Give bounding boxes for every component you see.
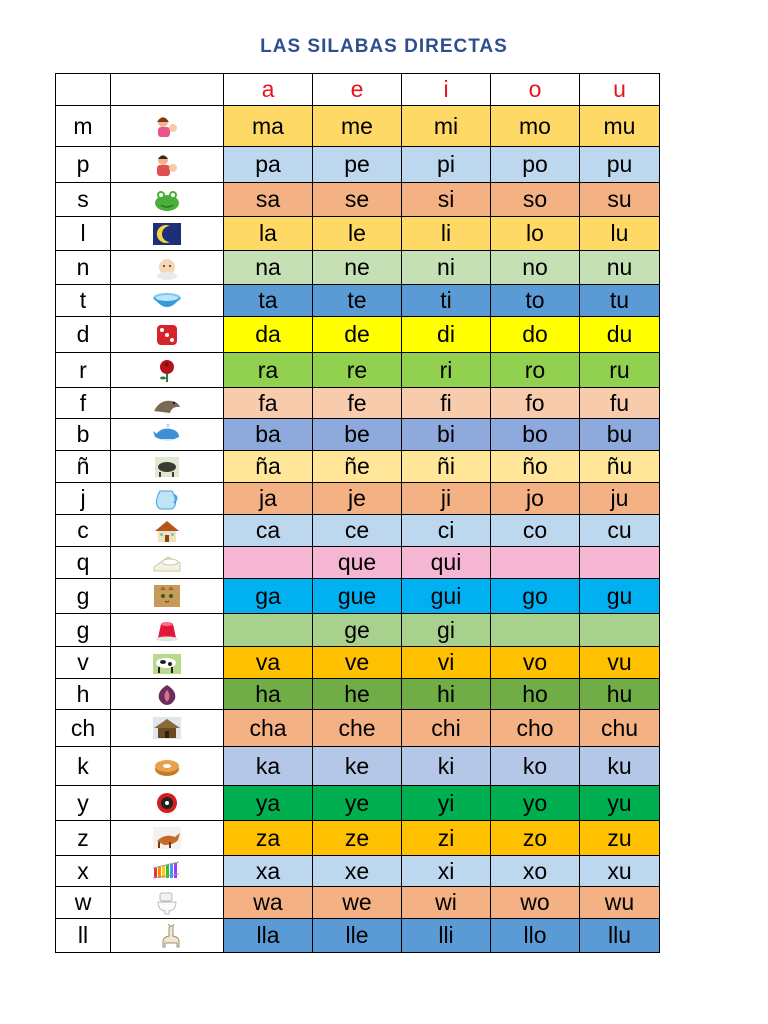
syllable-cell: cha [224, 710, 313, 747]
syllable-cell: gi [402, 614, 491, 647]
syllable-cell: chu [580, 710, 660, 747]
syllable-cell: ce [313, 515, 402, 547]
syllable-cell: che [313, 710, 402, 747]
syllable-cell: te [313, 285, 402, 317]
syllable-row [56, 106, 660, 147]
syllable-cell: za [224, 821, 313, 856]
syllable-cell: nu [580, 251, 660, 285]
seal-icon [152, 391, 182, 415]
syllable-cell: ñe [313, 451, 402, 483]
syllable-cell: fi [402, 388, 491, 419]
syllable-cell: du [580, 317, 660, 353]
syllable-cell: su [580, 183, 660, 217]
syllable-cell: llo [491, 919, 580, 953]
jug-icon [152, 487, 182, 511]
picture-cell [111, 919, 224, 953]
syllable-cell: tu [580, 285, 660, 317]
syllable-cell: ru [580, 353, 660, 388]
syllable-cell: ku [580, 747, 660, 786]
consonant-letter: ch [56, 710, 111, 747]
syllable-row [56, 647, 660, 679]
syllable-cell: ne [313, 251, 402, 285]
picture-cell [111, 217, 224, 251]
syllable-cell: po [491, 147, 580, 183]
syllable-cell: jo [491, 483, 580, 515]
syllable-cell [491, 547, 580, 579]
syllable-cell: zi [402, 821, 491, 856]
syllable-cell: ko [491, 747, 580, 786]
syllable-cell: hi [402, 679, 491, 710]
syllable-cell: va [224, 647, 313, 679]
syllable-cell: we [313, 887, 402, 919]
syllable-cell: do [491, 317, 580, 353]
syllable-cell: gu [580, 579, 660, 614]
cheese-icon [152, 551, 182, 575]
syllable-cell: wu [580, 887, 660, 919]
syllable-cell [491, 614, 580, 647]
xylophone-icon [152, 859, 182, 883]
syllable-cell: xi [402, 856, 491, 887]
syllable-cell: sa [224, 183, 313, 217]
syllable-cell: co [491, 515, 580, 547]
syllable-cell [580, 614, 660, 647]
picture-cell [111, 353, 224, 388]
picture-cell [111, 614, 224, 647]
syllable-cell: wo [491, 887, 580, 919]
syllable-cell: hu [580, 679, 660, 710]
syllable-cell: mo [491, 106, 580, 147]
syllable-row [56, 388, 660, 419]
syllable-cell: ma [224, 106, 313, 147]
syllable-cell: ju [580, 483, 660, 515]
syllable-cell: je [313, 483, 402, 515]
page-title: LAS SILABAS DIRECTAS [260, 36, 508, 57]
syllable-cell: bu [580, 419, 660, 451]
picture-cell [111, 515, 224, 547]
vowel-header: u [580, 74, 660, 106]
picture-cell [111, 856, 224, 887]
consonant-letter: q [56, 547, 111, 579]
syllable-cell: na [224, 251, 313, 285]
syllable-cell: la [224, 217, 313, 251]
syllable-cell: ba [224, 419, 313, 451]
syllable-cell: di [402, 317, 491, 353]
syllable-row [56, 887, 660, 919]
syllable-row [56, 515, 660, 547]
syllable-cell: vo [491, 647, 580, 679]
picture-cell [111, 547, 224, 579]
syllable-cell: ta [224, 285, 313, 317]
syllable-cell: lla [224, 919, 313, 953]
consonant-letter: k [56, 747, 111, 786]
vowel-header: o [491, 74, 580, 106]
syllable-cell: cu [580, 515, 660, 547]
syllable-cell: ñu [580, 451, 660, 483]
consonant-letter: s [56, 183, 111, 217]
syllable-cell: ja [224, 483, 313, 515]
mother-baby-icon [152, 114, 182, 138]
fox-icon [152, 826, 182, 850]
syllable-row [56, 919, 660, 953]
syllable-cell: pe [313, 147, 402, 183]
picture-cell [111, 579, 224, 614]
consonant-letter: c [56, 515, 111, 547]
syllable-cell: ho [491, 679, 580, 710]
syllable-cell: mi [402, 106, 491, 147]
syllable-cell: fo [491, 388, 580, 419]
syllable-row [56, 183, 660, 217]
consonant-letter: f [56, 388, 111, 419]
syllable-cell: bi [402, 419, 491, 451]
frog-icon [152, 188, 182, 212]
syllable-cell: ge [313, 614, 402, 647]
syllable-cell: xu [580, 856, 660, 887]
picture-cell [111, 317, 224, 353]
syllable-cell: chi [402, 710, 491, 747]
syllable-cell: to [491, 285, 580, 317]
syllable-cell: xo [491, 856, 580, 887]
syllable-row [56, 614, 660, 647]
syllable-cell: ye [313, 786, 402, 821]
whale-icon [152, 423, 182, 447]
picture-cell [111, 786, 224, 821]
syllable-row [56, 747, 660, 786]
llama-icon [152, 924, 182, 948]
syllable-row [56, 285, 660, 317]
syllable-cell: ca [224, 515, 313, 547]
gelatin-icon [152, 618, 182, 642]
consonant-letter: t [56, 285, 111, 317]
syllable-cell: so [491, 183, 580, 217]
syllable-cell: no [491, 251, 580, 285]
syllable-cell: bo [491, 419, 580, 451]
syllable-cell: pa [224, 147, 313, 183]
picture-cell [111, 710, 224, 747]
syllable-cell: da [224, 317, 313, 353]
syllable-cell: ha [224, 679, 313, 710]
syllable-cell: ra [224, 353, 313, 388]
cat-icon [152, 584, 182, 608]
syllable-cell: zu [580, 821, 660, 856]
syllable-row [56, 419, 660, 451]
consonant-letter: w [56, 887, 111, 919]
consonant-letter: y [56, 786, 111, 821]
syllable-cell [224, 614, 313, 647]
picture-cell [111, 183, 224, 217]
syllable-row [56, 710, 660, 747]
consonant-letter: r [56, 353, 111, 388]
syllable-row [56, 786, 660, 821]
consonant-letter: l [56, 217, 111, 251]
syllable-cell: ro [491, 353, 580, 388]
consonant-letter: ñ [56, 451, 111, 483]
syllable-cell: ti [402, 285, 491, 317]
picture-cell [111, 647, 224, 679]
syllable-cell: de [313, 317, 402, 353]
syllable-cell: gue [313, 579, 402, 614]
syllable-cell: yi [402, 786, 491, 821]
syllable-cell [224, 547, 313, 579]
syllable-cell: lu [580, 217, 660, 251]
syllable-cell: wi [402, 887, 491, 919]
consonant-letter: g [56, 579, 111, 614]
vowel-header: e [313, 74, 402, 106]
syllable-cell: wa [224, 887, 313, 919]
picture-cell [111, 887, 224, 919]
syllable-cell: lle [313, 919, 402, 953]
syllable-row [56, 483, 660, 515]
yoyo-icon [152, 791, 182, 815]
syllable-cell: fu [580, 388, 660, 419]
syllable-row [56, 856, 660, 887]
syllable-cell: pi [402, 147, 491, 183]
picture-cell [111, 388, 224, 419]
vowel-header-row [56, 74, 660, 106]
father-baby-icon [152, 153, 182, 177]
syllable-cell [580, 547, 660, 579]
toilet-icon [152, 891, 182, 915]
syllable-cell: yo [491, 786, 580, 821]
syllable-row [56, 821, 660, 856]
fig-icon [152, 682, 182, 706]
syllable-cell: ka [224, 747, 313, 786]
vowel-header: a [224, 74, 313, 106]
picture-cell [111, 147, 224, 183]
syllable-cell: fa [224, 388, 313, 419]
picture-cell [111, 251, 224, 285]
syllable-cell: yu [580, 786, 660, 821]
syllable-cell: xa [224, 856, 313, 887]
syllable-cell: ni [402, 251, 491, 285]
consonant-letter: m [56, 106, 111, 147]
picture-cell [111, 821, 224, 856]
picture-cell [111, 679, 224, 710]
syllable-cell: vu [580, 647, 660, 679]
syllable-cell: xe [313, 856, 402, 887]
syllable-cell: ya [224, 786, 313, 821]
syllable-cell: li [402, 217, 491, 251]
syllable-row [56, 251, 660, 285]
syllable-cell: llu [580, 919, 660, 953]
house-icon [152, 519, 182, 543]
syllable-cell: ga [224, 579, 313, 614]
syllable-cell: qui [402, 547, 491, 579]
syllable-row [56, 147, 660, 183]
consonant-letter: b [56, 419, 111, 451]
hut-icon [152, 716, 182, 740]
syllable-row [56, 217, 660, 251]
syllable-cell: zo [491, 821, 580, 856]
syllable-cell: le [313, 217, 402, 251]
cake-icon [152, 754, 182, 778]
gnu-icon [152, 455, 182, 479]
header-empty-cell [111, 74, 224, 106]
syllable-row [56, 451, 660, 483]
syllable-row [56, 679, 660, 710]
consonant-letter: g [56, 614, 111, 647]
syllable-cell: ze [313, 821, 402, 856]
consonant-letter: p [56, 147, 111, 183]
syllable-cell: lo [491, 217, 580, 251]
consonant-letter: j [56, 483, 111, 515]
syllable-cell: re [313, 353, 402, 388]
syllable-cell: he [313, 679, 402, 710]
header-empty-cell [56, 74, 111, 106]
syllable-cell: se [313, 183, 402, 217]
syllable-cell: go [491, 579, 580, 614]
vowel-header: i [402, 74, 491, 106]
consonant-letter: z [56, 821, 111, 856]
syllable-cell: mu [580, 106, 660, 147]
dice-icon [152, 323, 182, 347]
syllable-cell: si [402, 183, 491, 217]
consonant-letter: d [56, 317, 111, 353]
syllable-row [56, 547, 660, 579]
cow-icon [152, 651, 182, 675]
syllable-cell: ve [313, 647, 402, 679]
syllable-cell: ri [402, 353, 491, 388]
tub-icon [152, 289, 182, 313]
syllable-cell: me [313, 106, 402, 147]
moon-icon [152, 222, 182, 246]
syllable-cell: ño [491, 451, 580, 483]
syllable-cell: ke [313, 747, 402, 786]
syllable-row [56, 353, 660, 388]
rose-icon [152, 358, 182, 382]
consonant-letter: h [56, 679, 111, 710]
syllable-cell: cho [491, 710, 580, 747]
picture-cell [111, 451, 224, 483]
syllable-cell: ki [402, 747, 491, 786]
picture-cell [111, 106, 224, 147]
syllable-cell: ñi [402, 451, 491, 483]
syllable-cell: be [313, 419, 402, 451]
syllable-cell: pu [580, 147, 660, 183]
syllable-cell: que [313, 547, 402, 579]
baby-icon [152, 256, 182, 280]
syllable-table [55, 73, 660, 953]
picture-cell [111, 419, 224, 451]
consonant-letter: x [56, 856, 111, 887]
picture-cell [111, 747, 224, 786]
syllable-row [56, 317, 660, 353]
consonant-letter: ll [56, 919, 111, 953]
picture-cell [111, 285, 224, 317]
syllable-cell: ci [402, 515, 491, 547]
consonant-letter: n [56, 251, 111, 285]
picture-cell [111, 483, 224, 515]
syllable-cell: fe [313, 388, 402, 419]
syllable-cell: ji [402, 483, 491, 515]
syllable-cell: vi [402, 647, 491, 679]
syllable-row [56, 579, 660, 614]
consonant-letter: v [56, 647, 111, 679]
syllable-cell: ña [224, 451, 313, 483]
syllable-cell: gui [402, 579, 491, 614]
syllable-cell: lli [402, 919, 491, 953]
